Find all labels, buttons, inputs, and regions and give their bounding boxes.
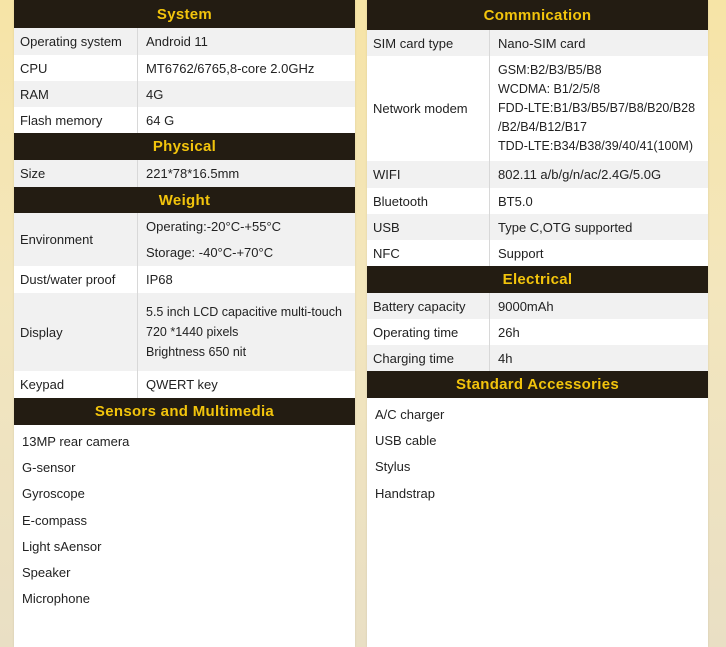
- physical-header: Physical: [14, 133, 355, 160]
- spec-row-usb: [367, 214, 708, 240]
- spec-label: WIFI: [367, 161, 490, 188]
- spec-row-network-modem: [367, 56, 708, 161]
- spec-row-environment: [14, 213, 355, 266]
- display-line: 5.5 inch LCD capacitive multi-touch: [146, 305, 342, 319]
- spec-label: USB: [367, 214, 490, 240]
- spec-label: CPU: [14, 55, 138, 81]
- spec-value: BT5.0: [498, 193, 533, 209]
- spec-label: Dust/water proof: [14, 266, 138, 293]
- list-item: 13MP rear camera: [22, 434, 130, 449]
- spec-value: Support: [498, 245, 544, 261]
- modem-line: TDD-LTE:B34/B38/39/40/41(100M): [498, 139, 694, 153]
- spec-label: Keypad: [14, 371, 138, 398]
- environment-operating: Operating:-20°C-+55°C: [146, 218, 282, 234]
- accessories-header: Standard Accessories: [367, 371, 708, 398]
- spec-value: [490, 56, 708, 161]
- spec-label: SIM card type: [367, 30, 490, 56]
- list-item: G-sensor: [22, 460, 76, 476]
- list-item: Speaker: [22, 564, 71, 580]
- spec-label: Battery capacity: [367, 293, 490, 319]
- modem-line: FDD-LTE:B1/B3/B5/B7/B8/B20/B28: [498, 101, 696, 115]
- list-item: Light sAensor: [22, 538, 102, 554]
- spec-label: Environment: [14, 213, 138, 266]
- spec-value: Android 11: [146, 34, 208, 49]
- spec-row-display: [14, 293, 355, 371]
- spec-value: Nano-SIM card: [498, 35, 586, 51]
- spec-value: QWERT key: [146, 377, 218, 392]
- spec-row-dust-water-proof: [14, 266, 355, 293]
- modem-line: WCDMA: B1/2/5/8: [498, 82, 601, 96]
- spec-row-size: [14, 160, 355, 187]
- display-line: 720 *1440 pixels: [146, 325, 239, 339]
- spec-value: 802.11 a/b/g/n/ac/2.4G/5.0G: [498, 167, 662, 182]
- sensors-list: [14, 425, 355, 612]
- spec-row-sim-card-type: [367, 30, 708, 56]
- spec-label: Flash memory: [14, 107, 138, 133]
- right-spec-panel: [367, 0, 708, 647]
- spec-value: 221*78*16.5mm: [146, 166, 240, 181]
- spec-label: Charging time: [367, 345, 490, 371]
- sensors-header: Sensors and Multimedia: [14, 398, 355, 425]
- spec-label: Bluetooth: [367, 188, 490, 214]
- spec-value: Type C,OTG supported: [498, 219, 633, 235]
- electrical-header: Electrical: [367, 266, 708, 293]
- spec-value: 4h: [498, 350, 513, 366]
- spec-value: 4G: [146, 86, 164, 102]
- list-item: A/C charger: [375, 407, 445, 422]
- spec-row-flash-memory: [14, 107, 355, 133]
- list-item: E-compass: [22, 512, 88, 528]
- spec-value: [138, 293, 355, 371]
- spec-label: RAM: [14, 81, 138, 107]
- list-item: Stylus: [375, 459, 411, 475]
- list-item: USB cable: [375, 433, 437, 449]
- spec-value: 26h: [498, 324, 520, 340]
- spec-label: Operating time: [367, 319, 490, 345]
- spec-value: MT6762/6765,8-core 2.0GHz: [146, 60, 315, 76]
- spec-value: 9000mAh: [498, 298, 554, 314]
- spec-label: NFC: [367, 240, 490, 266]
- spec-row-bluetooth: [367, 188, 708, 214]
- modem-line: /B2/B4/B12/B17: [498, 120, 587, 134]
- system-header: System: [14, 0, 355, 28]
- spec-row-operating-system: [14, 28, 355, 55]
- spec-value: IP68: [146, 272, 173, 287]
- spec-row-keypad: [14, 371, 355, 398]
- spec-label: Operating system: [14, 28, 138, 55]
- spec-row-operating-time: [367, 319, 708, 345]
- spec-label: Display: [14, 293, 138, 371]
- list-item: Handstrap: [375, 485, 435, 501]
- spec-row-nfc: [367, 240, 708, 266]
- spec-value: [138, 213, 355, 266]
- weight-header: Weight: [14, 187, 355, 213]
- spec-label: Network modem: [367, 56, 490, 161]
- modem-line: GSM:B2/B3/B5/B8: [498, 63, 602, 77]
- accessories-list: [367, 398, 708, 507]
- left-spec-panel: [14, 0, 355, 647]
- list-item: Microphone: [22, 591, 90, 607]
- spec-label: Size: [14, 160, 138, 187]
- spec-value: 64 G: [146, 112, 175, 128]
- communication-header: Commnication: [367, 0, 708, 30]
- list-item: Gyroscope: [22, 486, 85, 502]
- display-line: Brightness 650 nit: [146, 345, 247, 359]
- spec-row-ram: [14, 81, 355, 107]
- spec-row-cpu: [14, 55, 355, 81]
- spec-row-wifi: [367, 161, 708, 188]
- spec-row-battery-capacity: [367, 293, 708, 319]
- spec-row-charging-time: [367, 345, 708, 371]
- environment-storage: Storage: -40°C-+70°C: [146, 244, 274, 260]
